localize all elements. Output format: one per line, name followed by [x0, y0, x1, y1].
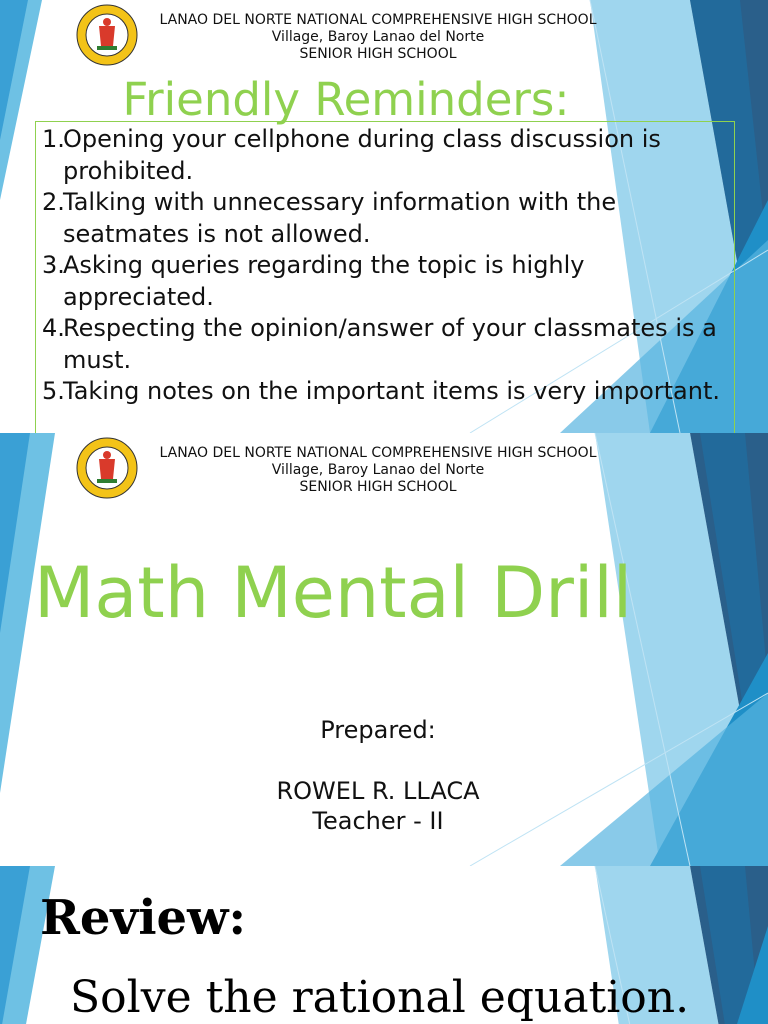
list-number: 2. [42, 188, 65, 216]
school-address: Village, Baroy Lanao del Norte [271, 462, 485, 478]
school-level: SENIOR HIGH SCHOOL [299, 46, 457, 62]
prepared-label: Prepared: [320, 716, 436, 744]
list-item [42, 250, 732, 313]
school-address: Village, Baroy Lanao del Norte [271, 29, 485, 45]
reminders-list [42, 124, 732, 408]
list-item [42, 313, 732, 376]
school-name: LANAO DEL NORTE NATIONAL COMPREHENSIVE HIGH SCHOOL [159, 12, 597, 28]
slide-friendly-reminders [0, 0, 768, 433]
review-heading: Review: [40, 890, 247, 946]
list-number: 3. [42, 251, 65, 279]
list-item-text: Asking queries regarding the topic is highly appreciated. [63, 251, 585, 311]
list-item-text: Taking notes on the important items is very important. [63, 377, 720, 405]
teacher-position: Teacher - II [312, 807, 444, 835]
list-number: 1. [42, 125, 65, 153]
list-item-text: Talking with unnecessary information with the seatmates is not allowed. [63, 188, 617, 248]
list-number: 5. [42, 377, 65, 405]
list-item-text: Respecting the opinion/answer of your classmates is a must. [63, 314, 717, 374]
school-header [0, 445, 756, 496]
slide-review [0, 866, 768, 1024]
slide-title: Friendly Reminders: [122, 73, 570, 126]
school-header [0, 12, 756, 63]
list-item [42, 124, 732, 187]
slide-math-mental-drill [0, 433, 768, 866]
list-item [42, 376, 732, 408]
list-item [42, 187, 732, 250]
school-level: SENIOR HIGH SCHOOL [299, 479, 457, 495]
list-number: 4. [42, 314, 65, 342]
teacher-name: ROWEL R. LLACA [276, 777, 480, 805]
slide-title: Math Mental Drill [34, 552, 633, 634]
list-item-text: Opening your cellphone during class discussion is prohibited. [63, 125, 661, 185]
school-name: LANAO DEL NORTE NATIONAL COMPREHENSIVE HIGH SCHOOL [159, 445, 597, 461]
review-instruction: Solve the rational equation. [70, 972, 690, 1023]
